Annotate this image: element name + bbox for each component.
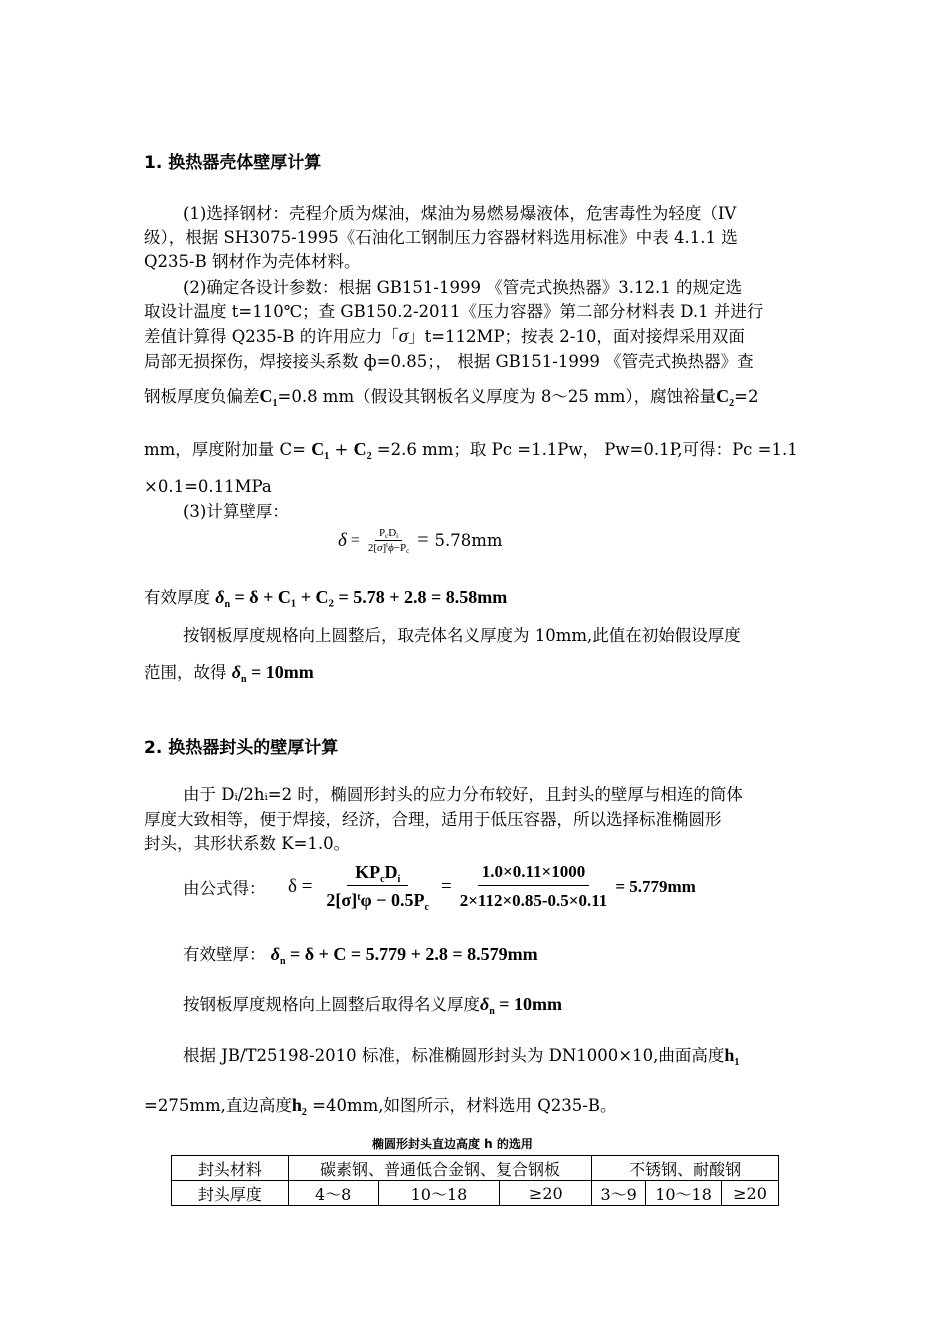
table-cell: 封头材料 (172, 1156, 289, 1181)
table-cell: 3～9 (592, 1181, 646, 1206)
paragraph-line: 封头，其形状系数 K=1.0。 (144, 834, 351, 853)
effective-wall-line: 有效壁厚： $\delta_n = \delta + C = 5.779 + 2.8 = 8.579mm$ (183, 944, 538, 967)
sigma-symbol: σ (398, 326, 409, 347)
paragraph-line: (2)确定各设计参数：根据 GB151-1999 《管壳式换热器》3.12.1 的规定选 (183, 278, 742, 297)
paragraph-line: 厚度大致相等，便于焊接，经济，合理，适用于低压容器，所以选择标准椭圆形 (144, 810, 722, 829)
paragraph-line: 级），根据 SH3075-1995《石油化工钢制压力容器材料选用标准》中表 4.1.1 选 (144, 228, 738, 247)
paragraph-line: 钢板厚度负偏差$C_1=0.8$ mm（假设其钢板名义厚度为 8～25 mm），腐蚀裕量$C_2=2$ (144, 386, 759, 409)
formula-result: 5.78mm (434, 530, 503, 550)
paragraph-line: 由于 Dᵢ/2hᵢ=2 时，椭圆形封头的应力分布较好，且封头的壁厚与相连的筒体 (183, 785, 743, 804)
section-2-heading: 2. 换热器封头的壁厚计算 (144, 738, 339, 758)
table-cell: 封头厚度 (172, 1181, 289, 1206)
paragraph-line: (3)计算壁厚： (183, 502, 289, 521)
table-cell: 碳素钢、普通低合金钢、复合钢板 (288, 1156, 591, 1181)
paragraph-line: 根据 JB/T25198-2010 标准，标准椭圆形封头为 DN1000×10,曲面高度$h_1$ (183, 1045, 740, 1068)
table-caption: 椭圆形封头直边高度 h 的选用 (372, 1137, 533, 1151)
paragraph-line: mm，厚度附加量 $C= C_1 + C_2 =2.6$ mm；取 Pc =1.1Pw， Pw=0.1P,可得：Pc =1.1 (144, 439, 798, 462)
paragraph-line: 取设计温度 t=110℃；查 GB150.2-2011《压力容器》第二部分材料表 D.1 并进行 (144, 302, 764, 321)
table-cell: 不锈钢、耐酸钢 (592, 1156, 779, 1181)
paragraph-line: =275mm,直边高度$h_2 =40mm$,如图所示，材料选用 Q235-B。 (144, 1095, 617, 1118)
formula-denominator: 2×112×0.85-0.5×0.11 (459, 891, 608, 910)
table-row (172, 1156, 779, 1181)
head-thickness-formula: δ = $\frac{KP_cD_i}{2[\sigma]^t\varphi - 0.5P_c}$ = $\frac{1.0\times 0.11\times 1000}{2\times 112\times 0.85-0.5\times 0.11}$ = 5.779mm (288, 862, 696, 913)
paragraph-line: ×0.1=0.11MPa (144, 477, 272, 496)
paragraph-line: 范围，故得 $\delta_n = 10mm$ (144, 662, 314, 685)
paragraph-line: 按钢板厚度规格向上圆整后取得名义厚度$\delta_n = 10mm$ (183, 994, 563, 1017)
section-1-heading: 1. 换热器壳体壁厚计算 (144, 153, 322, 173)
table-cell: ≥20 (500, 1181, 592, 1206)
formula-label: 由公式得： (183, 879, 266, 898)
table-cell: 4～8 (288, 1181, 378, 1206)
head-height-table (171, 1155, 779, 1206)
paragraph-line: 按钢板厚度规格向上圆整后，取壳体名义厚度为 10mm,此值在初始假设厚度 (183, 626, 741, 645)
table-cell: 10～18 (646, 1181, 722, 1206)
effective-thickness-line: 有效厚度 $\delta_n = \delta + C_1 + C_2 = 5.78 + 2.8 = 8.58mm$ (144, 587, 508, 610)
formula-result: = 5.779mm (615, 876, 696, 896)
formula-numerator: 1.0×0.11×1000 (478, 862, 589, 886)
table-cell: 10～18 (378, 1181, 500, 1206)
table-cell: ≥20 (722, 1181, 779, 1206)
table-row (172, 1181, 779, 1206)
paragraph-line: Q235-B 钢材作为壳体材料。 (144, 252, 361, 271)
paragraph-line: 局部无损探伤，焊接接头系数 ф=0.85；， 根据 GB151-1999 《管壳式换热器》查 (144, 352, 754, 371)
paragraph-line: (1)选择钢材：壳程介质为煤油，煤油为易燃易爆液体，危害毒性为轻度（IV (183, 204, 737, 223)
paragraph-line: 差值计算得 Q235-B 的许用应力「σ」t=112MP；按表 2-10，面对接焊采用双面 (144, 326, 745, 347)
thickness-formula: δ = $\frac{P_cD_i}{2[\sigma]^t\phi-P_c}$ = 5.78mm (338, 527, 503, 555)
